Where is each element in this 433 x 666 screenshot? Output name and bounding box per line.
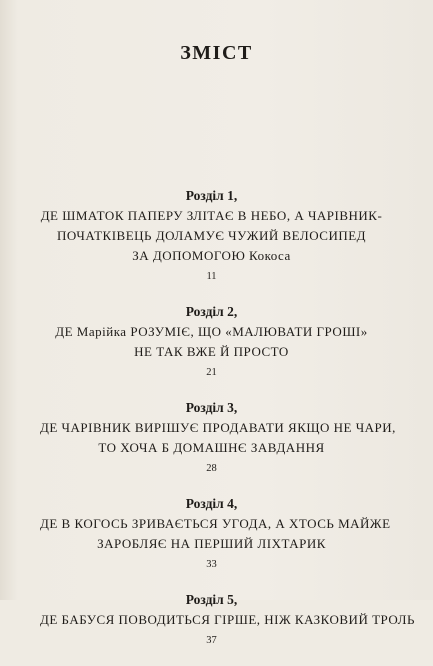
page-title: ЗМІСТ bbox=[180, 42, 253, 64]
chapter-heading: Розділ 5, bbox=[185, 592, 238, 607]
toc-entry-4 bbox=[40, 494, 391, 574]
toc-entry-1 bbox=[40, 186, 383, 286]
toc-entry-5 bbox=[40, 590, 415, 650]
page-number: 21 bbox=[206, 367, 217, 378]
toc-entry-2 bbox=[40, 302, 383, 382]
page-number: 11 bbox=[206, 271, 217, 282]
chapter-description-line: ДЕ Марійка РОЗУМІЄ, ЩО «МАЛЮВАТИ ГРОШІ» bbox=[55, 324, 368, 339]
chapter-heading: Розділ 1, bbox=[185, 188, 238, 203]
chapter-description-line: ДЕ БАБУСЯ ПОВОДИТЬСЯ ГІРШЕ, НІЖ КАЗКОВИЙ ТРОЛЬ bbox=[40, 612, 415, 627]
chapter-heading: Розділ 2, bbox=[185, 304, 238, 319]
chapter-description-line: ДЕ ЧАРІВНИК ВИРІШУЄ ПРОДАВАТИ ЯКЩО НЕ ЧАРИ, bbox=[40, 420, 396, 435]
chapter-description-line: ЗА ДОПОМОГОЮ Кокоса bbox=[132, 248, 291, 263]
chapter-description-line: ТО ХОЧА Б ДОМАШНЄ ЗАВДАННЯ bbox=[98, 440, 325, 455]
chapter-heading: Розділ 3, bbox=[185, 400, 238, 415]
page-number: 37 bbox=[206, 635, 217, 646]
chapter-heading: Розділ 4, bbox=[185, 496, 238, 511]
chapter-description-line: ПОЧАТКІВЕЦЬ ДОЛАМУЄ ЧУЖИЙ ВЕЛОСИПЕД bbox=[56, 228, 367, 243]
page-number: 28 bbox=[206, 463, 217, 474]
page-number: 33 bbox=[206, 559, 217, 570]
chapter-description-line: НЕ ТАК ВЖЕ Й ПРОСТО bbox=[134, 344, 289, 359]
chapter-description-line: ДЕ В КОГОСЬ ЗРИВАЄТЬСЯ УГОДА, А ХТОСЬ МАЙЖЕ bbox=[40, 516, 391, 531]
table-of-contents bbox=[40, 186, 415, 666]
chapter-description-line: ЗАРОБЛЯЄ НА ПЕРШИЙ ЛІХТАРИК bbox=[97, 536, 326, 551]
chapter-description-line: ДЕ ШМАТОК ПАПЕРУ ЗЛІТАЄ В НЕБО, А ЧАРІВНИК- bbox=[40, 208, 383, 223]
toc-entry-3 bbox=[40, 398, 396, 478]
